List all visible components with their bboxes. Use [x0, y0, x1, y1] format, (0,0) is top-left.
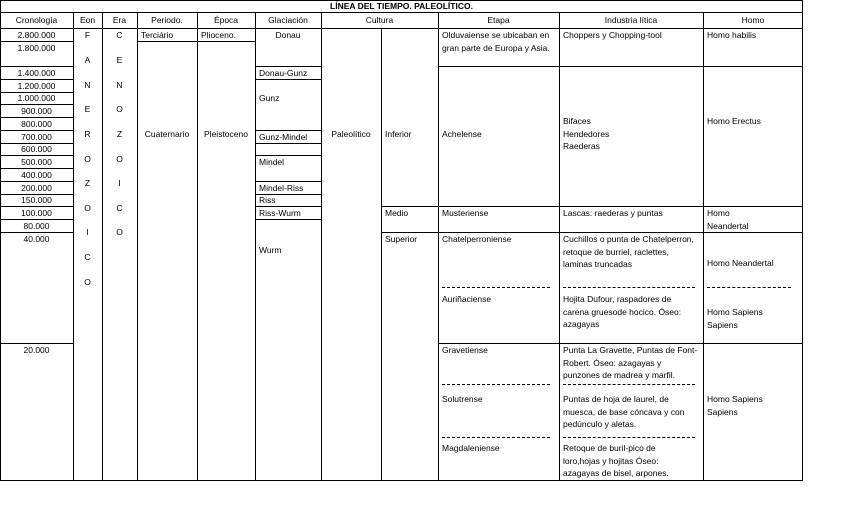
epoca-pleistoceno: Pleistoceno: [204, 129, 248, 139]
dashed-divider: [563, 287, 695, 288]
homo-neandertal-medio: Homo Neandertal: [707, 208, 749, 231]
era-letter: I: [118, 178, 121, 188]
eon-letter: F: [84, 30, 91, 40]
cultura-paleolitico: Paleolítico: [331, 129, 371, 139]
header-epoca: Época: [213, 15, 239, 25]
dashed-divider: [563, 437, 695, 438]
header-era: Era: [112, 15, 127, 25]
col-sep: [137, 12, 138, 480]
eon-letter: Z: [84, 178, 91, 188]
col-sep: [559, 12, 560, 480]
col-sep: [381, 28, 382, 480]
row-sep: [438, 66, 803, 67]
etapa-musteriense: Musteriense: [442, 208, 489, 218]
etapa-achelense: Achelense: [442, 129, 482, 139]
cronologia-value: 1.000.000: [17, 93, 56, 103]
header-etapa: Etapa: [487, 15, 510, 25]
etapa-solutrense: Solutrense: [442, 394, 483, 404]
header-glaciacion: Glaciación: [268, 15, 308, 25]
industria-raederas: Raederas: [563, 141, 600, 151]
homo-habilis: Homo habilis: [707, 30, 757, 40]
etapa-magdaleniense: Magdaleniense: [442, 443, 500, 453]
table-border-right: [802, 0, 803, 481]
industria-retoque-buril: Retoque de buril-pico de loro,hojas y hojitas Óseo: azagayas de bisel, arpones.: [563, 443, 669, 478]
dashed-divider: [442, 384, 550, 385]
glaciacion-mindel-riss: Mindel-Riss: [259, 183, 304, 193]
homo-erectus: Homo Erectus: [707, 116, 761, 126]
homo-sapiens-sapiens: Homo Sapiens Sapiens: [707, 307, 763, 330]
industria-punta-gravette: Punta La Gravette, Puntas de Font-Robert. Óseo: azagayas y punzones de madrea y marfil.: [563, 345, 698, 380]
glaciacion-mindel: Mindel: [259, 157, 285, 167]
era-letter: N: [116, 80, 123, 90]
industria-lascas: Lascas: raederas y puntas: [563, 208, 663, 218]
cronologia-value: 500.000: [21, 157, 52, 167]
epoca-plioceno: Plioceno.: [201, 30, 236, 40]
periodo-terciario: Terciário: [141, 30, 174, 40]
era-letter: C: [116, 203, 123, 213]
era-letter: O: [116, 154, 123, 164]
col-sep: [197, 12, 198, 480]
etapa-aurinaciense: Auriñaciense: [442, 294, 492, 304]
cronologia-value: 400.000: [21, 170, 52, 180]
header-cultura: Cultura: [365, 15, 394, 25]
cultura-medio: Medio: [385, 208, 409, 218]
dashed-divider: [707, 287, 791, 288]
periodo-cuaternario: Cuaternario: [144, 129, 190, 139]
col-sep: [321, 12, 322, 480]
col-sep: [703, 12, 704, 480]
eon-letter: R: [84, 129, 91, 139]
era-letter: E: [116, 55, 123, 65]
cultura-superior: Superior: [385, 234, 418, 244]
eon-letter: O: [84, 203, 91, 213]
header-periodo: Periodo.: [151, 15, 183, 25]
era-letter: C: [116, 30, 123, 40]
eon-letter: A: [84, 55, 91, 65]
col-sep: [438, 12, 439, 480]
cronologia-value: 1.200.000: [17, 81, 56, 91]
eon-letter: I: [86, 227, 89, 237]
eon-letter: E: [84, 104, 91, 114]
era-letter: Z: [116, 129, 123, 139]
industria-hojita-dufour: Hojita Dufour, raspadores de carena gruesode hocico. Óseo: azagayas: [563, 294, 682, 329]
cronologia-value: 1.400.000: [17, 68, 56, 78]
eon-letter: N: [84, 80, 91, 90]
eon-letter: C: [84, 252, 91, 262]
dashed-divider: [563, 384, 695, 385]
industria-cuchillos: Cuchillos o punta de Chatelperron, retoque de burriel, raclettes, laminas truncadas: [563, 234, 694, 269]
cronologia-value: 1.800.000: [17, 43, 56, 53]
etapa-gravetiense: Gravetiense: [442, 345, 488, 355]
cronologia-value: 900.000: [21, 106, 52, 116]
header-eon: Eon: [79, 15, 96, 25]
dashed-divider: [442, 287, 550, 288]
table-border-bottom: [0, 480, 803, 481]
cronologia-value: 150.000: [21, 195, 52, 205]
industria-puntas-laurel: Puntas de hoja de laurel, de muesca, de base cóncava y con pedúnculo y aletas.: [563, 394, 685, 429]
cronologia-value: 600.000: [21, 144, 52, 154]
glaciacion-gunz: Gunz: [259, 93, 280, 103]
cronologia-value: 2.800.000: [17, 30, 56, 40]
header-cronologia: Cronología: [15, 15, 58, 25]
eon-letter: O: [84, 277, 91, 287]
cronologia-value: 20.000: [23, 345, 50, 355]
header-homo: Homo: [741, 15, 765, 25]
col-sep: [255, 12, 256, 480]
glaciacion-riss: Riss: [259, 195, 276, 205]
glaciacion-wurm: Wurm: [259, 245, 282, 255]
cronologia-value: 800.000: [21, 119, 52, 129]
cronologia-value: 80.000: [23, 221, 50, 231]
homo-neandertal: Homo Neandertal: [707, 258, 774, 268]
eon-letter: O: [84, 154, 91, 164]
cronologia-value: 40.000: [23, 234, 50, 244]
homo-sapiens-sapiens: Homo Sapiens Sapiens: [707, 394, 763, 417]
dashed-divider: [442, 437, 550, 438]
glaciacion-riss-wurm: Riss-Wurm: [259, 208, 301, 218]
cultura-inferior: Inferior: [385, 129, 412, 139]
cronologia-value: 100.000: [21, 208, 52, 218]
cronologia-value: 200.000: [21, 183, 52, 193]
header-industria: Industria lítica: [604, 15, 658, 25]
era-letter: O: [116, 104, 123, 114]
etapa-chatelperroniense: Chatelperroniense: [442, 234, 512, 244]
glaciacion-donau: Donau: [275, 30, 301, 40]
industria-hendedores: Hendedores: [563, 129, 610, 139]
glaciacion-donau-gunz: Donau-Gunz: [259, 68, 308, 78]
table-title: LÍNEA DEL TIEMPO. PALEOLÍTICO.: [330, 1, 473, 11]
industria-bifaces: Bifaces: [563, 116, 591, 126]
industria-choppers: Choppers y Chopping-tool: [563, 30, 662, 40]
cronologia-value: 700.000: [21, 132, 52, 142]
era-letter: O: [116, 227, 123, 237]
glaciacion-gunz-mindel: Gunz-Mindel: [259, 132, 308, 142]
etapa-olduvaiense: Olduvaiense se ubicaban en gran parte de Europa y Asia.: [442, 30, 550, 53]
